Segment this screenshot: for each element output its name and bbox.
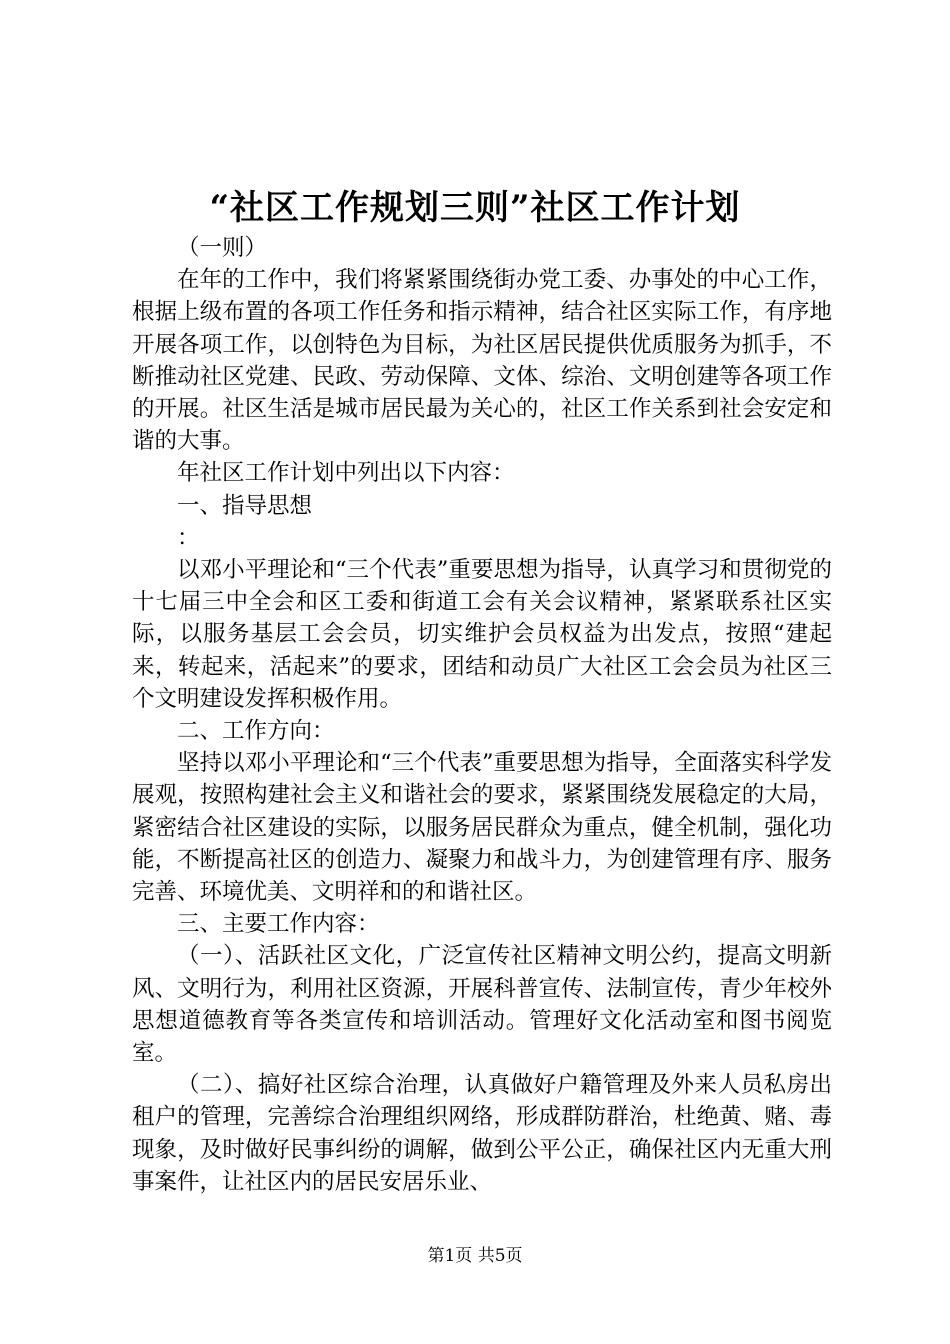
paragraph-guiding-thought: 以邓小平理论和“三个代表”重要思想为指导，认真学习和贯彻党的十七届三中全会和区工委和街道工会有关会议精神，紧紧联系社区实际，以服务基层工会会员，切实维护会员权益为出发点，按照“建起来，转起来，活起来”的要求，团结和动员广大社区工会会员为社区三个文明建设发挥积极作用。	[132, 557, 832, 712]
paragraph-governance: （二）、搞好社区综合治理，认真做好户籍管理及外来人员私房出租户的管理，完善综合治理组织网络，形成群防群治，杜绝黄、赌、毒现象，及时做好民事纠纷的调解，做到公平公正，确保社区内无重大刑事案件，让社区内的居民安居乐业、	[132, 1072, 832, 1195]
paragraph-section-label: （一则）	[177, 235, 268, 261]
page-footer: 第1页 共5页	[427, 1246, 523, 1266]
paragraph-intro: 在年的工作中，我们将紧紧围绕街办党工委、办事处的中心工作，根据上级布置的各项工作任务和指示精神，结合社区实际工作，有序地开展各项工作，以创特色为目标，为社区居民提供优质服务为抓手，不断推动社区党建、民政、劳动保障、文体、综治、文明创建等各项工作的开展。社区生活是城市居民最为关心的，社区工作关系到社会安定和谐的大事。	[132, 267, 832, 455]
paragraph-colon: ：	[177, 524, 200, 551]
document-title: “社区工作规划三则”社区工作计划	[209, 188, 741, 228]
paragraph-work-direction: 坚持以邓小平理论和“三个代表”重要思想为指导，全面落实科学发展观，按照构建社会主义和谐社会的要求，紧紧围绕发展稳定的大局，紧密结合社区建设的实际，以服务居民群众为重点，健全机制，强化功能，不断提高社区的创造力、凝聚力和战斗力，为创建管理有序、服务完善、环境优美、文明祥和的和谐社区。	[132, 750, 832, 906]
heading-guiding-thought: 一、指导思想	[177, 492, 313, 519]
paragraph-culture: （一）、活跃社区文化，广泛宣传社区精神文明公约，提高文明新风、文明行为，利用社区资源，开展科普宣传、法制宣传，青少年校外思想道德教育等各类宣传和培训活动。管理好文化活动室和图书阅览室。	[132, 943, 832, 1067]
paragraph-plan-lead: 年社区工作计划中列出以下内容：	[177, 460, 515, 487]
document-body	[132, 232, 832, 1198]
heading-work-direction: 二、工作方向：	[177, 718, 335, 745]
heading-main-content: 三、主要工作内容：	[177, 911, 380, 938]
